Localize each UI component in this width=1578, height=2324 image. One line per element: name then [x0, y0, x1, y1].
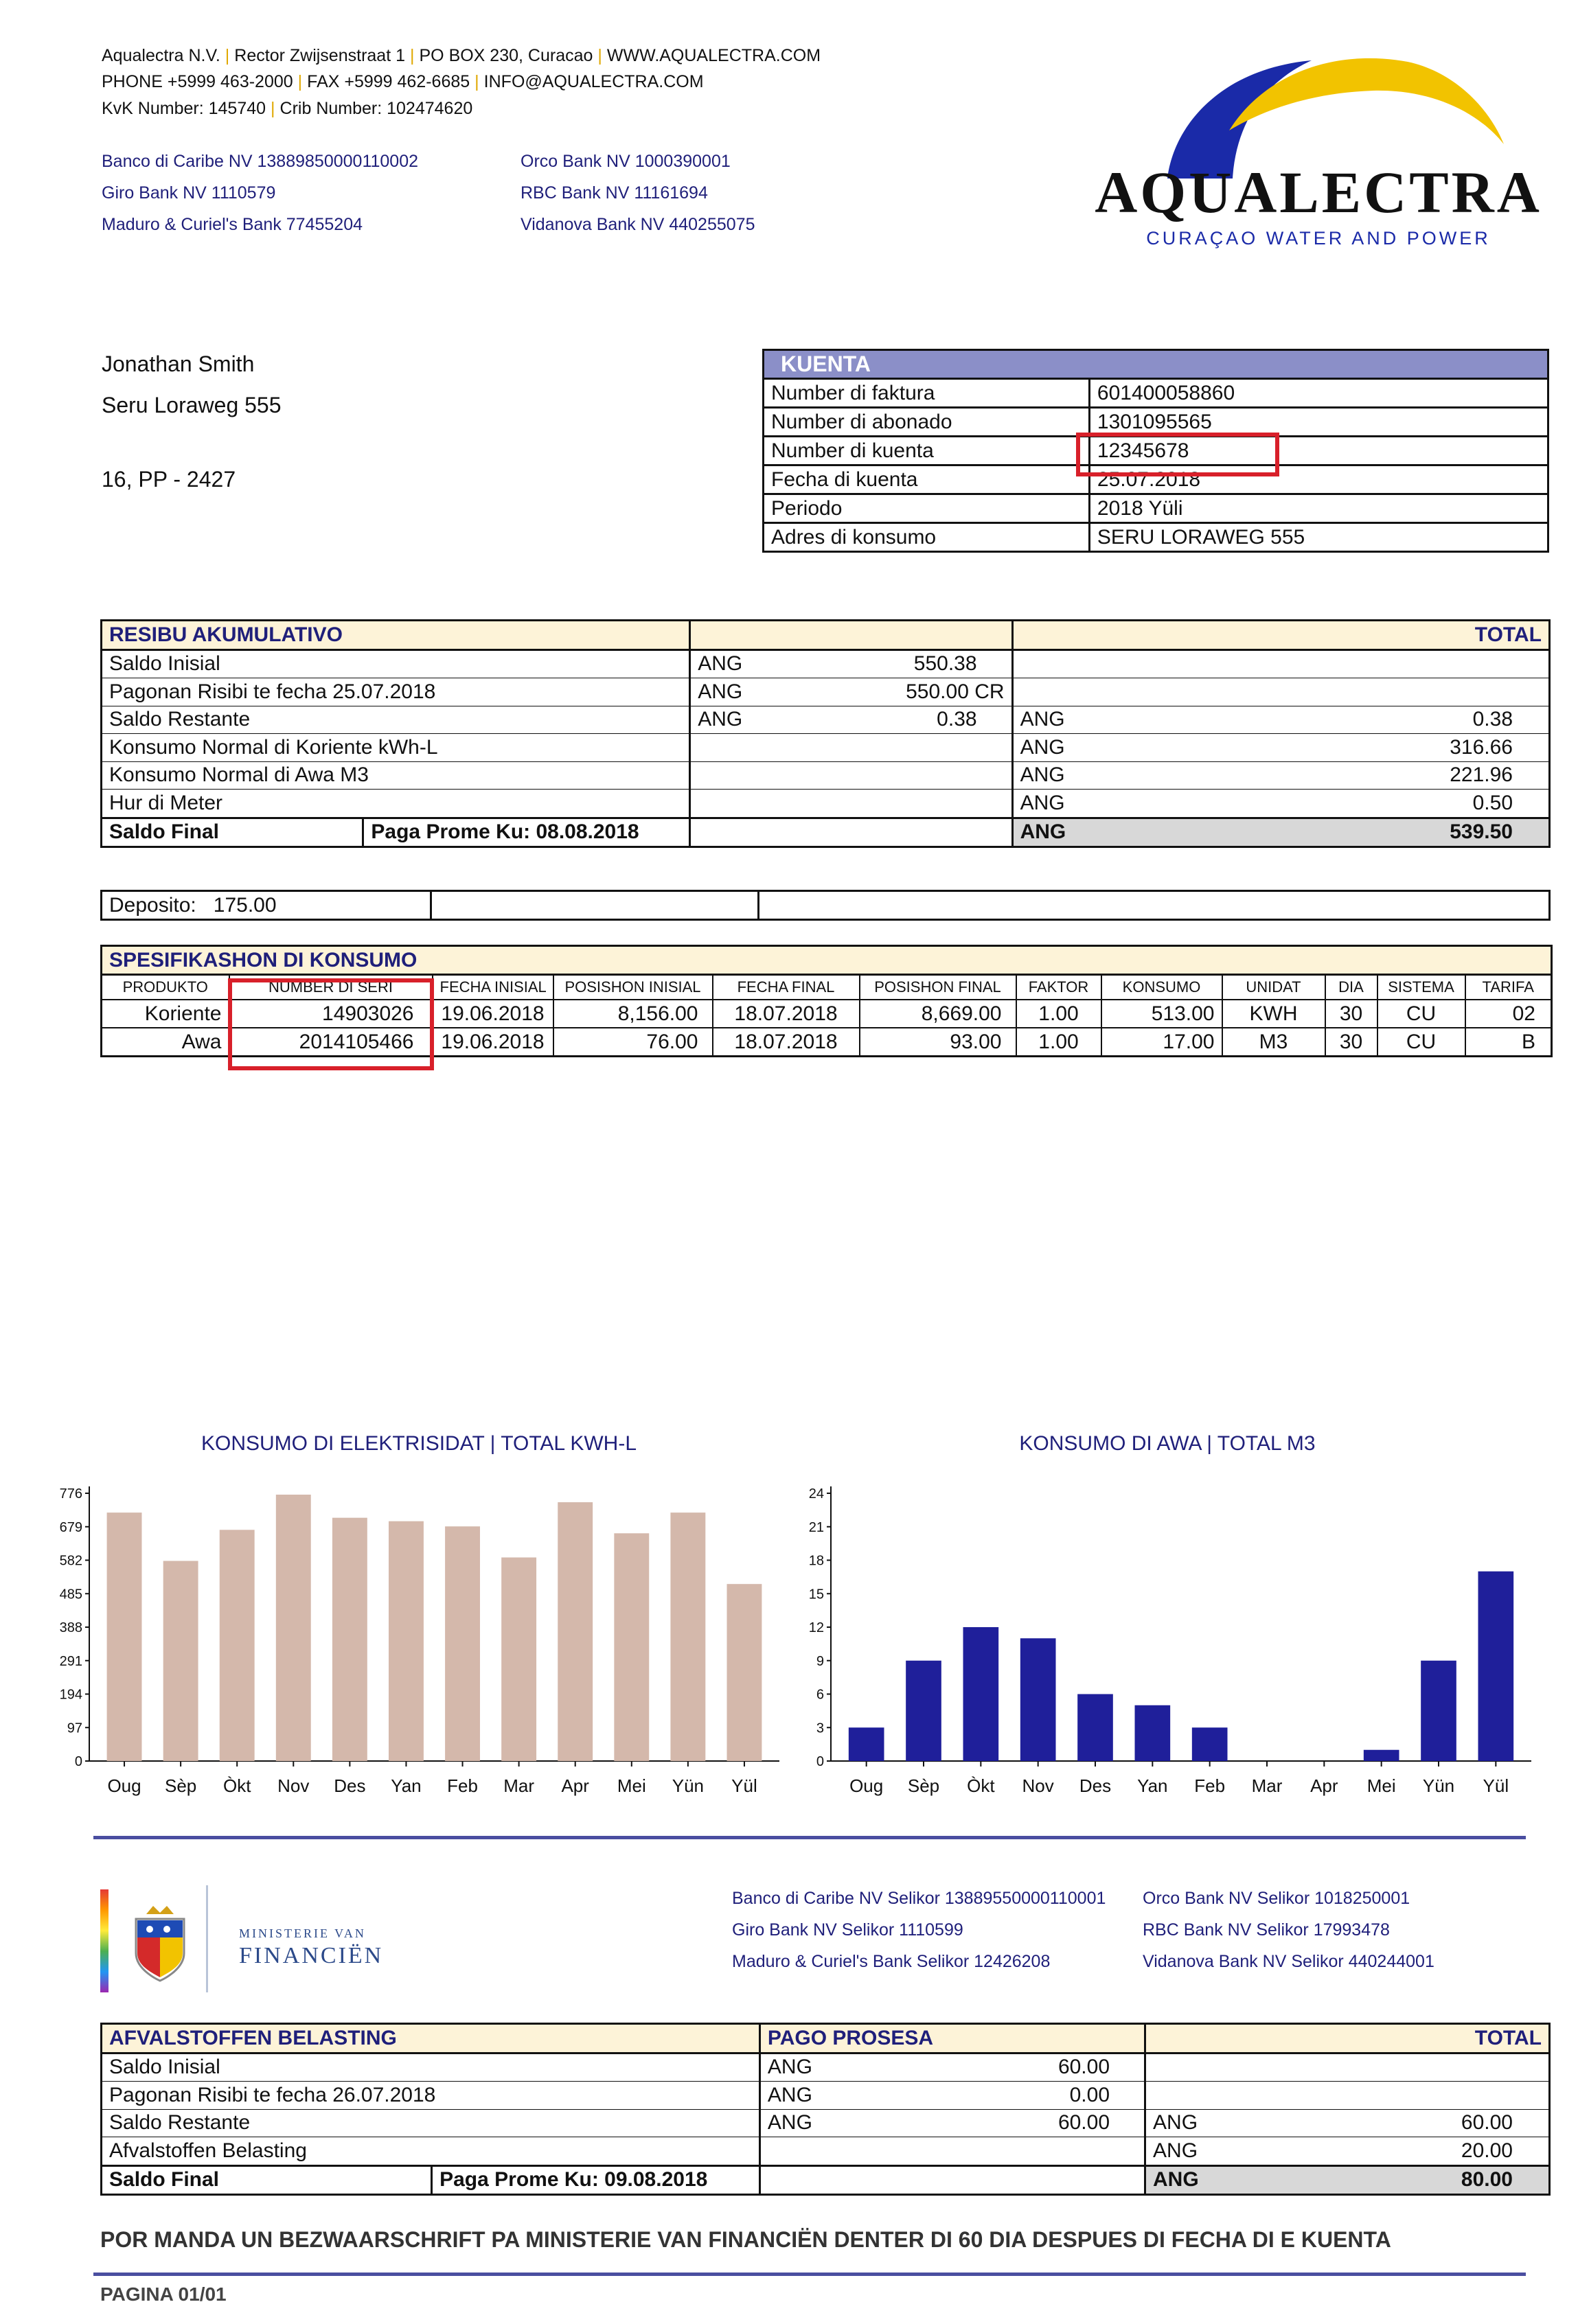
- afvalstoffen-row: Saldo Restante ANG 60.00 ANG 60.00: [102, 2109, 1550, 2137]
- y-tick-label: 9: [816, 1653, 824, 1669]
- bar-Oug: [107, 1512, 142, 1761]
- bar-Sèp: [906, 1661, 941, 1761]
- bar-Nov: [276, 1495, 311, 1761]
- x-tick-label: Apr: [1310, 1775, 1338, 1796]
- y-tick-label: 0: [74, 1754, 82, 1769]
- bar-Yül: [727, 1584, 762, 1761]
- footer-bank-list-left: Banco di Caribe NV Selikor 13889550000110001 Giro Bank NV Selikor 1110599 Maduro & Curiel's Bank Selikor 12426208: [732, 1889, 1106, 1971]
- y-tick-label: 18: [808, 1553, 824, 1569]
- x-tick-label: Sèp: [164, 1775, 197, 1796]
- y-tick-label: 24: [808, 1486, 824, 1502]
- highlight-serial-numbers: [228, 978, 434, 1070]
- x-tick-label: Feb: [1194, 1775, 1226, 1796]
- kuenta-row: Adres di konsumo SERU LORAWEG 555: [764, 523, 1548, 552]
- kuenta-header: KUENTA: [764, 350, 1548, 379]
- resibu-row: Saldo Inisial ANG 550.38: [102, 649, 1550, 678]
- bar-Oug: [849, 1727, 884, 1761]
- bar-Yün: [670, 1512, 705, 1761]
- coat-of-arms-icon: [129, 1902, 191, 1984]
- resibu-table: [100, 619, 1551, 848]
- ministerie-divider: [206, 1885, 208, 1992]
- resibu-row: Hur di Meter ANG 0.50: [102, 790, 1550, 818]
- bar-Òkt: [963, 1627, 999, 1761]
- chart-title-water: KONSUMO DI AWA | TOTAL M3: [1019, 1432, 1316, 1455]
- y-tick-label: 12: [808, 1620, 824, 1635]
- resibu-final-row: Saldo Final Paga Prome Ku: 08.08.2018 ANG 539.50: [102, 818, 1550, 847]
- resibu-row: Saldo Restante ANG 0.38 ANG 0.38: [102, 706, 1550, 734]
- bar-Des: [332, 1518, 367, 1761]
- x-tick-label: Yül: [1483, 1775, 1509, 1796]
- kuenta-row: Number di faktura 601400058860: [764, 379, 1548, 408]
- afvalstoffen-row: Afvalstoffen Belasting ANG 20.00: [102, 2137, 1550, 2166]
- afvalstoffen-header: AFVALSTOFFEN BELASTING PAGO PROSESA TOTAL: [102, 2024, 1550, 2053]
- x-tick-label: Des: [1079, 1775, 1112, 1796]
- customer-name: Jonathan Smith: [102, 352, 255, 376]
- aqualectra-logo: [1085, 41, 1552, 261]
- afvalstoffen-row: Saldo Inisial ANG 60.00: [102, 2053, 1550, 2082]
- kuenta-row: Periodo 2018 Yüli: [764, 494, 1548, 523]
- page-number: PAGINA 01/01: [100, 2283, 227, 2305]
- bar-Yül: [1478, 1572, 1514, 1761]
- afvalstoffen-row: Pagonan Risibi te fecha 26.07.2018 ANG 0.00: [102, 2082, 1550, 2110]
- bar-Mei: [1364, 1750, 1399, 1761]
- chart-title-electricity: KONSUMO DI ELEKTRISIDAT | TOTAL KWH-L: [201, 1432, 637, 1455]
- company-info-line1: Aqualectra N.V. | Rector Zwijsenstraat 1 | PO BOX 230, Curacao | WWW.AQUALECTRA.COM: [102, 46, 821, 65]
- bar-Sèp: [163, 1561, 198, 1761]
- x-tick-label: Nov: [1022, 1775, 1054, 1796]
- y-tick-label: 6: [816, 1687, 824, 1703]
- resibu-row: Konsumo Normal di Awa M3 ANG 221.96: [102, 761, 1550, 790]
- highlight-account-number: [1076, 433, 1279, 476]
- spesifikashon-header: SPESIFIKASHON DI KONSUMO: [102, 946, 1552, 975]
- x-tick-label: Òkt: [222, 1775, 251, 1796]
- deposito-table: [100, 890, 1551, 921]
- x-tick-label: Mei: [1367, 1775, 1396, 1796]
- y-tick-label: 291: [59, 1653, 82, 1669]
- ministerie-line1: MINISTERIE VAN: [239, 1926, 366, 1940]
- x-tick-label: Sèp: [907, 1775, 940, 1796]
- website-link[interactable]: WWW.AQUALECTRA.COM: [606, 46, 821, 65]
- x-tick-label: Des: [334, 1775, 366, 1796]
- customer-street: Seru Loraweg 555: [102, 393, 282, 417]
- bar-Nov: [1020, 1638, 1056, 1761]
- y-tick-label: 194: [59, 1687, 82, 1703]
- logo-wordmark: AQUALECTRA: [1095, 159, 1542, 225]
- kuenta-row: Number di kuenta 12345678: [764, 437, 1548, 465]
- x-tick-label: Mar: [1251, 1775, 1283, 1796]
- bezwaarschrift-notice: POR MANDA UN BEZWAARSCHRIFT PA MINISTERIE VAN FINANCIËN DENTER DI 60 DIA DESPUES DI FECHA DI E KUENTA: [100, 2227, 1391, 2252]
- spesifikashon-columns: PRODUKTO NUMBER DI SERI FECHA INISIAL POSISHON INISIAL FECHA FINAL POSISHON FINAL FAKTOR KONSUMO UNIDAT DIA SISTEMA TARIFA: [102, 975, 1552, 1000]
- bank-list-left: Banco di Caribe NV 13889850000110002 Giro Bank NV 1110579 Maduro & Curiel's Bank 77455204: [102, 152, 419, 234]
- afvalstoffen-final-row: Saldo Final Paga Prome Ku: 09.08.2018 ANG 80.00: [102, 2165, 1550, 2195]
- bar-Apr: [558, 1502, 593, 1761]
- y-tick-label: 0: [816, 1754, 824, 1769]
- y-tick-label: 679: [59, 1519, 82, 1535]
- x-tick-label: Feb: [447, 1775, 478, 1796]
- x-tick-label: Nov: [277, 1775, 310, 1796]
- afvalstoffen-table: [100, 2023, 1551, 2196]
- kuenta-row: Number di abonado 1301095565: [764, 408, 1548, 437]
- x-tick-label: Apr: [561, 1775, 589, 1796]
- y-tick-label: 97: [67, 1721, 82, 1736]
- bar-Feb: [1192, 1727, 1228, 1761]
- resibu-row: Pagonan Risibi te fecha 25.07.2018 ANG 550.00 CR: [102, 678, 1550, 706]
- kuenta-row: Fecha di kuenta 25.07.2018: [764, 465, 1548, 494]
- x-tick-label: Òkt: [967, 1775, 995, 1796]
- bank-list-right: Orco Bank NV 1000390001 RBC Bank NV 11161694 Vidanova Bank NV 440255075: [521, 152, 755, 234]
- y-tick-label: 582: [59, 1553, 82, 1569]
- x-tick-label: Yül: [731, 1775, 757, 1796]
- company-info-line2: PHONE +5999 463-2000 | FAX +5999 462-6685 | INFO@AQUALECTRA.COM: [102, 72, 704, 91]
- x-tick-label: Mar: [503, 1775, 535, 1796]
- bar-Feb: [445, 1526, 480, 1761]
- bar-Yan: [1135, 1705, 1171, 1761]
- y-tick-label: 21: [808, 1519, 824, 1535]
- x-tick-label: Yan: [391, 1775, 422, 1796]
- spesifikashon-row: Awa 2014105466 19.06.2018 76.00 18.07.2018 93.00 1.00 17.00 M3 30 CU B: [102, 1028, 1552, 1057]
- bar-Òkt: [220, 1530, 255, 1761]
- company-info-line3: KvK Number: 145740 | Crib Number: 102474620: [102, 99, 473, 118]
- bar-Yan: [389, 1521, 424, 1761]
- x-tick-label: Oug: [107, 1775, 141, 1796]
- bar-Mar: [501, 1557, 536, 1761]
- customer-city: 16, PP - 2427: [102, 467, 236, 492]
- resibu-row: Konsumo Normal di Koriente kWh-L ANG 316.66: [102, 734, 1550, 762]
- resibu-header: RESIBU AKUMULATIVO TOTAL: [102, 621, 1550, 650]
- y-tick-label: 3: [816, 1721, 824, 1736]
- y-tick-label: 485: [59, 1587, 82, 1602]
- y-tick-label: 15: [808, 1587, 824, 1602]
- email-link[interactable]: INFO@AQUALECTRA.COM: [483, 72, 704, 91]
- y-tick-label: 776: [59, 1486, 82, 1502]
- y-tick-label: 388: [59, 1620, 82, 1635]
- section-divider: [93, 1836, 1526, 1839]
- water-chart: [790, 1469, 1578, 1813]
- x-tick-label: Oug: [849, 1775, 884, 1796]
- x-tick-label: Yün: [1422, 1775, 1455, 1796]
- electricity-chart: [0, 1469, 790, 1813]
- bar-Yün: [1421, 1661, 1456, 1761]
- footer-divider: [93, 2273, 1526, 2276]
- rainbow-bar-icon: [100, 1889, 108, 1992]
- bar-Des: [1077, 1694, 1113, 1762]
- x-tick-label: Mei: [617, 1775, 646, 1796]
- bar-Mei: [614, 1533, 649, 1761]
- footer-bank-list-right: Orco Bank NV Selikor 1018250001 RBC Bank NV Selikor 17993478 Vidanova Bank NV Selikor 440244001: [1143, 1889, 1434, 1971]
- spesifikashon-row: Koriente 14903026 19.06.2018 8,156.00 18.07.2018 8,669.00 1.00 513.00 KWH 30 CU 02: [102, 1000, 1552, 1028]
- ministerie-line2: FINANCIËN: [239, 1943, 384, 1968]
- logo-tagline: CURAÇAO WATER AND POWER: [1146, 228, 1491, 249]
- x-tick-label: Yün: [672, 1775, 705, 1796]
- x-tick-label: Yan: [1137, 1775, 1168, 1796]
- deposito-row: Deposito: 175.00: [102, 891, 1550, 920]
